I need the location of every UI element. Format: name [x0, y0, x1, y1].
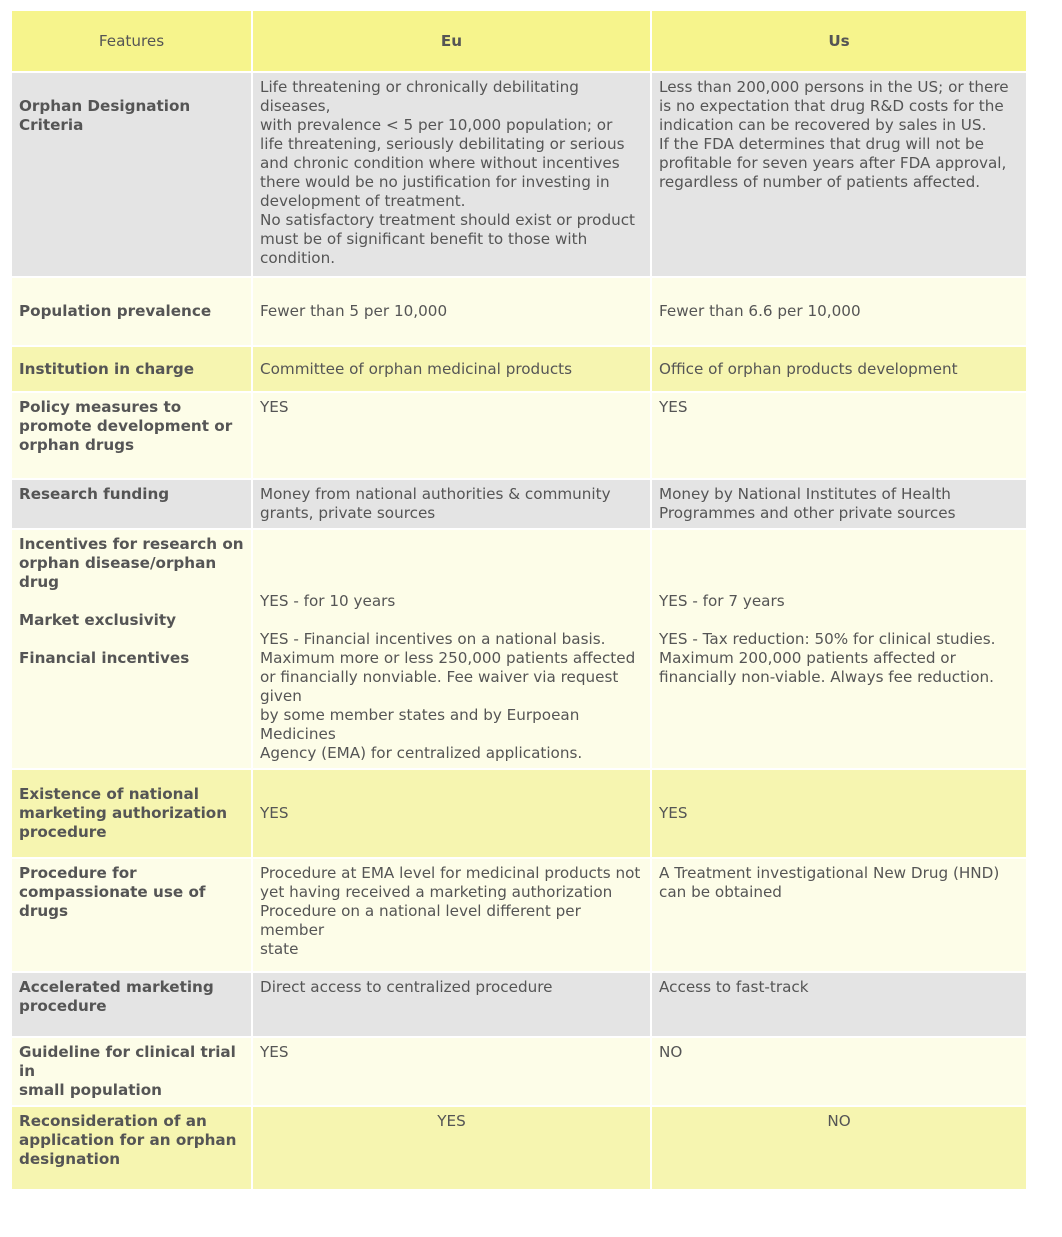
us-text: Fewer than 6.6 per 10,000: [659, 302, 861, 320]
feature-label: drug: [19, 573, 60, 591]
header-row: [12, 11, 1026, 72]
feature-label: Policy measures to: [19, 398, 182, 416]
eu-cell: [252, 972, 651, 1037]
table-row: [12, 277, 1026, 346]
eu-text: by some member states and by Eurpoean Medicines: [260, 706, 580, 743]
us-text: Office of orphan products development: [659, 359, 958, 378]
us-text: YES - Tax reduction: 50% for clinical studies.: [659, 630, 996, 648]
us-cell: [651, 277, 1026, 346]
eu-text: Money from national authorities & community: [260, 485, 611, 503]
eu-text: Fewer than 5 per 10,000: [260, 302, 448, 320]
eu-text: Agency (EMA) for centralized applications.: [260, 744, 583, 762]
eu-cell: [252, 529, 651, 769]
feature-label: orphan drugs: [19, 436, 135, 454]
feature-label: Incentives for research on: [19, 535, 244, 553]
spacer: [659, 611, 1019, 630]
spacer: [260, 611, 643, 630]
eu-cell: [252, 479, 651, 529]
us-text: Maximum 200,000 patients affected or: [659, 649, 956, 667]
feature-label: procedure: [19, 997, 107, 1015]
eu-text: YES: [437, 1112, 466, 1130]
us-text: financially non-viable. Always fee reduction.: [659, 668, 994, 686]
feature-label: Reconsideration of an: [19, 1112, 207, 1130]
eu-text: YES: [260, 804, 289, 822]
us-cell: [651, 529, 1026, 769]
us-text: can be obtained: [659, 883, 782, 901]
us-text: NO: [659, 1043, 683, 1061]
us-text: NO: [827, 1112, 851, 1130]
table-row: [12, 1037, 1026, 1106]
eu-cell: [252, 1037, 651, 1106]
feature-sublabel-financial-incentives: Financial incentives: [19, 649, 190, 667]
us-cell: [651, 858, 1026, 972]
feature-cell: [12, 346, 252, 392]
header-eu: Eu: [252, 11, 651, 72]
feature-cell: [12, 1106, 252, 1190]
us-text: YES: [659, 804, 688, 822]
us-text: is no expectation that drug R&D costs for the: [659, 97, 1004, 115]
eu-text: Life threatening or chronically debilitating diseases,: [260, 78, 579, 115]
us-text: A Treatment investigational New Drug (HND): [659, 864, 1000, 882]
eu-text: with prevalence < 5 per 10,000 population; or: [260, 116, 613, 134]
eu-text: Procedure on a national level different per member: [260, 902, 581, 939]
eu-cell: [252, 277, 651, 346]
us-cell: [651, 972, 1026, 1037]
feature-label: promote development or: [19, 417, 233, 435]
us-text: Less than 200,000 persons in the US; or there: [659, 78, 1009, 96]
eu-text: Maximum more or less 250,000 patients affected: [260, 649, 636, 667]
feature-cell: [12, 1037, 252, 1106]
eu-cell: [252, 769, 651, 858]
table-row: [12, 858, 1026, 972]
spacer: [19, 592, 244, 611]
eu-cell: [252, 72, 651, 277]
feature-label: designation: [19, 1150, 121, 1168]
feature-label: marketing authorization: [19, 804, 228, 822]
feature-cell: [12, 277, 252, 346]
eu-cell: [252, 346, 651, 392]
eu-cell: [252, 1106, 651, 1190]
feature-label: compassionate use of: [19, 883, 206, 901]
us-cell: [651, 1106, 1026, 1190]
table-row: [12, 392, 1026, 479]
us-cell: [651, 392, 1026, 479]
us-text: profitable for seven years after FDA approval,: [659, 154, 1007, 172]
eu-text: condition.: [260, 249, 336, 267]
table-row: [12, 769, 1026, 858]
us-text: YES: [659, 398, 688, 416]
us-text: Access to fast-track: [659, 978, 809, 996]
feature-label: application for an orphan: [19, 1131, 237, 1149]
us-cell: [651, 72, 1026, 277]
eu-text: must be of significant benefit to those with: [260, 230, 588, 248]
eu-text: grants, private sources: [260, 504, 436, 522]
feature-label: Accelerated marketing: [19, 978, 214, 996]
us-text: If the FDA determines that drug will not be: [659, 135, 985, 153]
feature-cell: [12, 392, 252, 479]
feature-label: Population prevalence: [19, 302, 212, 320]
orphan-drug-comparison-table: [12, 11, 1026, 1191]
eu-text: state: [260, 940, 299, 958]
eu-text: No satisfactory treatment should exist or product: [260, 211, 636, 229]
feature-cell: [12, 529, 252, 769]
feature-label: Institution in charge: [19, 359, 195, 378]
feature-cell: [12, 972, 252, 1037]
feature-label: Existence of national: [19, 785, 199, 803]
table-row: [12, 346, 1026, 392]
feature-label: Criteria: [19, 116, 84, 134]
header-features: Features: [12, 11, 252, 72]
table-row: [12, 479, 1026, 529]
feature-label: small population: [19, 1081, 162, 1099]
eu-text: YES - Financial incentives on a national basis.: [260, 630, 606, 648]
table-row: [12, 1106, 1026, 1190]
us-text: Programmes and other private sources: [659, 504, 956, 522]
us-cell: [651, 1037, 1026, 1106]
eu-text: Direct access to centralized procedure: [260, 978, 553, 996]
feature-label: orphan disease/orphan: [19, 554, 217, 572]
comparison-table-wrapper: [12, 11, 1026, 1191]
eu-text: yet having received a marketing authorization: [260, 883, 613, 901]
feature-cell: [12, 72, 252, 277]
feature-label: Orphan Designation: [19, 97, 191, 115]
eu-cell: [252, 858, 651, 972]
us-text: YES - for 7 years: [659, 592, 785, 610]
us-cell: [651, 346, 1026, 392]
us-cell: [651, 479, 1026, 529]
us-cell: [651, 769, 1026, 858]
eu-text: life threatening, seriously debilitating or serious: [260, 135, 625, 153]
feature-cell: [12, 479, 252, 529]
feature-label: Procedure for: [19, 864, 137, 882]
eu-text: or financially nonviable. Fee waiver via request given: [260, 668, 619, 705]
feature-cell: [12, 769, 252, 858]
table-row: [12, 529, 1026, 769]
spacer: [19, 630, 244, 649]
eu-text: YES: [260, 1043, 289, 1061]
us-text: indication can be recovered by sales in US.: [659, 116, 987, 134]
feature-label: procedure: [19, 823, 107, 841]
us-text: regardless of number of patients affected.: [659, 173, 981, 191]
header-us: Us: [651, 11, 1026, 72]
eu-text: Procedure at EMA level for medicinal products not: [260, 864, 641, 882]
eu-text: YES - for 10 years: [260, 592, 396, 610]
eu-cell: [252, 392, 651, 479]
eu-text: there would be no justification for investing in: [260, 173, 610, 191]
table-row: [12, 972, 1026, 1037]
feature-label: drugs: [19, 902, 69, 920]
eu-text: YES: [260, 398, 289, 416]
us-text: Money by National Institutes of Health: [659, 485, 951, 503]
eu-text: development of treatment.: [260, 192, 466, 210]
table-row: [12, 72, 1026, 277]
feature-label: Research funding: [19, 485, 170, 503]
eu-text: Committee of orphan medicinal products: [260, 359, 573, 378]
feature-sublabel-market-exclusivity: Market exclusivity: [19, 611, 177, 629]
feature-label: Guideline for clinical trial in: [19, 1043, 236, 1080]
feature-cell: [12, 858, 252, 972]
eu-text: and chronic condition where without incentives: [260, 154, 620, 172]
